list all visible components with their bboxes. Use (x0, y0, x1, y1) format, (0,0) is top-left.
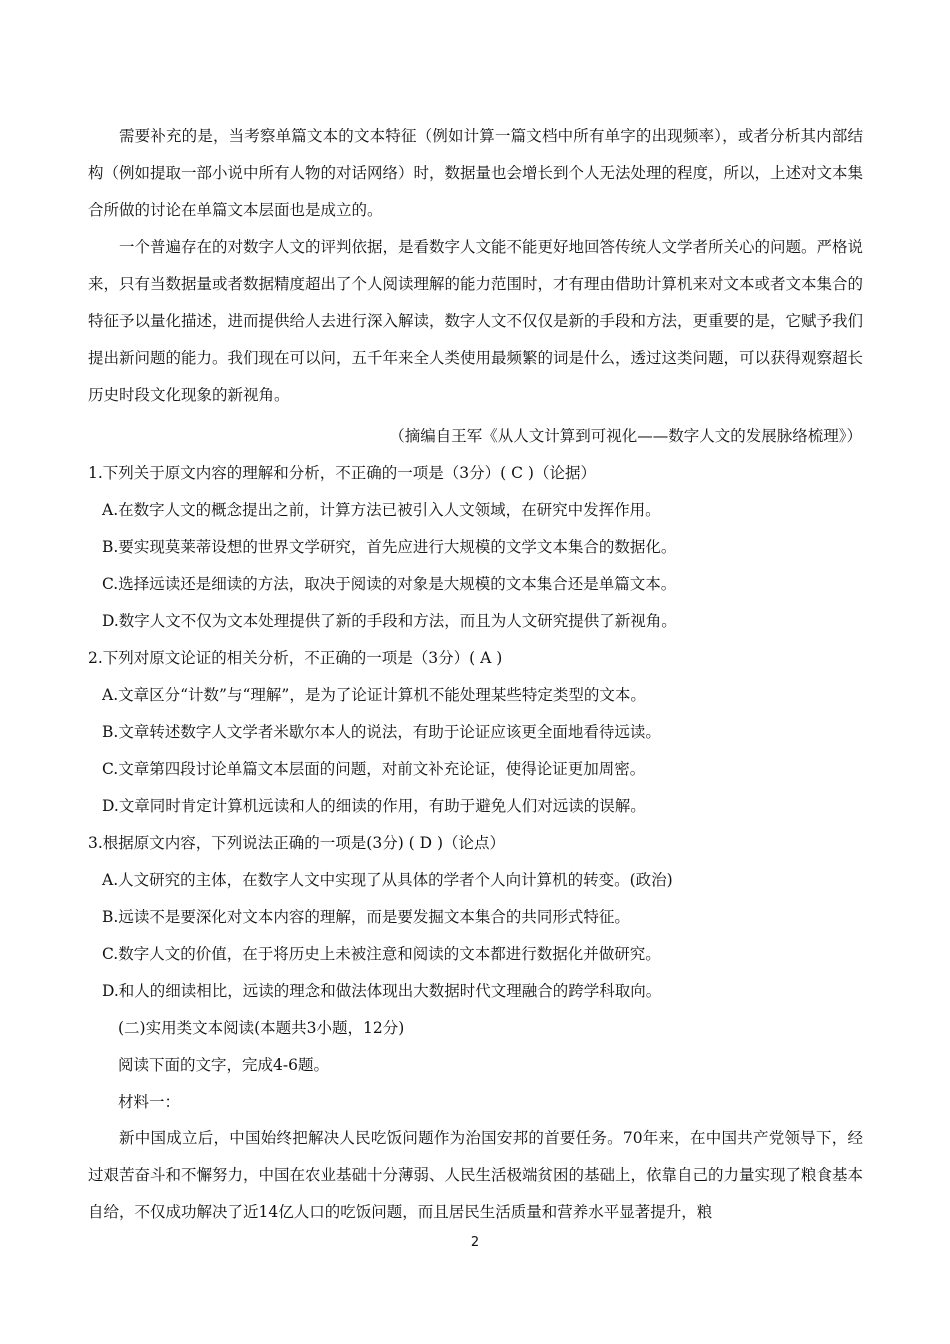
section-title: (二)实用类文本阅读(本题共3小题，12分) (118, 1019, 405, 1037)
paragraph-supplement: 需要补充的是，当考察单篇文本的文本特征（例如计算一篇文档中所有单字的出现频率），或者分析其内部结构（例如提取一部小说中所有人物的对话网络）时，数据量也会增长到个人无法处理的程度，所以，上述对文本集合所做的讨论在单篇文本层面也是成立的。 (88, 127, 864, 219)
question-1-option-c: C.选择远读还是细读的方法，取决于阅读的对象是大规模的文本集合还是单篇文本。 (102, 575, 677, 593)
material-paragraph: 新中国成立后，中国始终把解决人民吃饭问题作为治国安邦的首要任务。70年来，在中国共产党领导下，经过艰苦奋斗和不懈努力，中国在农业基础十分薄弱、人民生活极端贫困的基础上，依靠自己的力量实现了粮食基本自给，不仅成功解决了近14亿人口的吃饭问题，而且居民生活质量和营养水平显著提升，粮 (88, 1129, 864, 1221)
question-2-option-d: D.文章同时肯定计算机远读和人的细读的作用，有助于避免人们对远读的误解。 (102, 797, 646, 815)
question-3-option-a: A.人文研究的主体，在数字人文中实现了从具体的学者个人向计算机的转变。(政治) (102, 871, 673, 889)
question-2-stem: 2.下列对原文论证的相关分析，不正确的一项是（3分）( A ) (88, 649, 503, 667)
section-instruction: 阅读下面的文字，完成4-6题。 (118, 1056, 329, 1074)
paragraph-evaluation: 一个普遍存在的对数字人文的评判依据，是看数字人文能不能更好地回答传统人文学者所关心的问题。严格说来，只有当数据量或者数据精度超出了个人阅读理解的能力范围时，才有理由借助计算机来对文本或者文本集合的特征予以量化描述，进而提供给人去进行深入解读，数字人文不仅仅是新的手段和方法，更重要的是，它赋予我们提出新问题的能力。我们现在可以问，五千年来全人类使用最频繁的词是什么，透过这类问题，可以获得观察超长历史时段文化现象的新视角。 (88, 238, 864, 404)
question-1-stem: 1.下列关于原文内容的理解和分析，不正确的一项是（3分）( C )（论据） (88, 464, 596, 482)
question-2-option-a: A.文章区分“计数”与“理解”，是为了论证计算机不能处理某些特定类型的文本。 (102, 686, 646, 704)
question-1-option-b: B.要实现莫莱蒂设想的世界文学研究，首先应进行大规模的文学文本集合的数据化。 (102, 538, 677, 556)
question-3-option-b: B.远读不是要深化对文本内容的理解，而是要发掘文本集合的共同形式特征。 (102, 908, 630, 926)
question-1-option-d: D.数字人文不仅为文本处理提供了新的手段和方法，而且为人文研究提供了新视角。 (102, 612, 677, 630)
question-3-option-d: D.和人的细读相比，远读的理念和做法体现出大数据时代文理融合的跨学科取向。 (102, 982, 662, 1000)
question-1-option-a: A.在数字人文的概念提出之前，计算方法已被引入人文领域，在研究中发挥作用。 (102, 501, 661, 519)
source-citation: （摘编自王军《从人文计算到可视化——数字人文的发展脉络梳理》） (389, 427, 862, 445)
page-number: 2 (470, 1235, 480, 1250)
question-3-option-c: C.数字人文的价值，在于将历史上未被注意和阅读的文本都进行数据化并做研究。 (102, 945, 661, 963)
question-2-option-c: C.文章第四段讨论单篇文本层面的问题，对前文补充论证，使得论证更加周密。 (102, 760, 646, 778)
question-2-option-b: B.文章转述数字人文学者米歇尔本人的说法，有助于论证应该更全面地看待远读。 (102, 723, 661, 741)
material-label: 材料一： (118, 1093, 181, 1111)
question-3-stem: 3.根据原文内容，下列说法正确的一项是(3分) ( D )（论点） (88, 834, 506, 852)
